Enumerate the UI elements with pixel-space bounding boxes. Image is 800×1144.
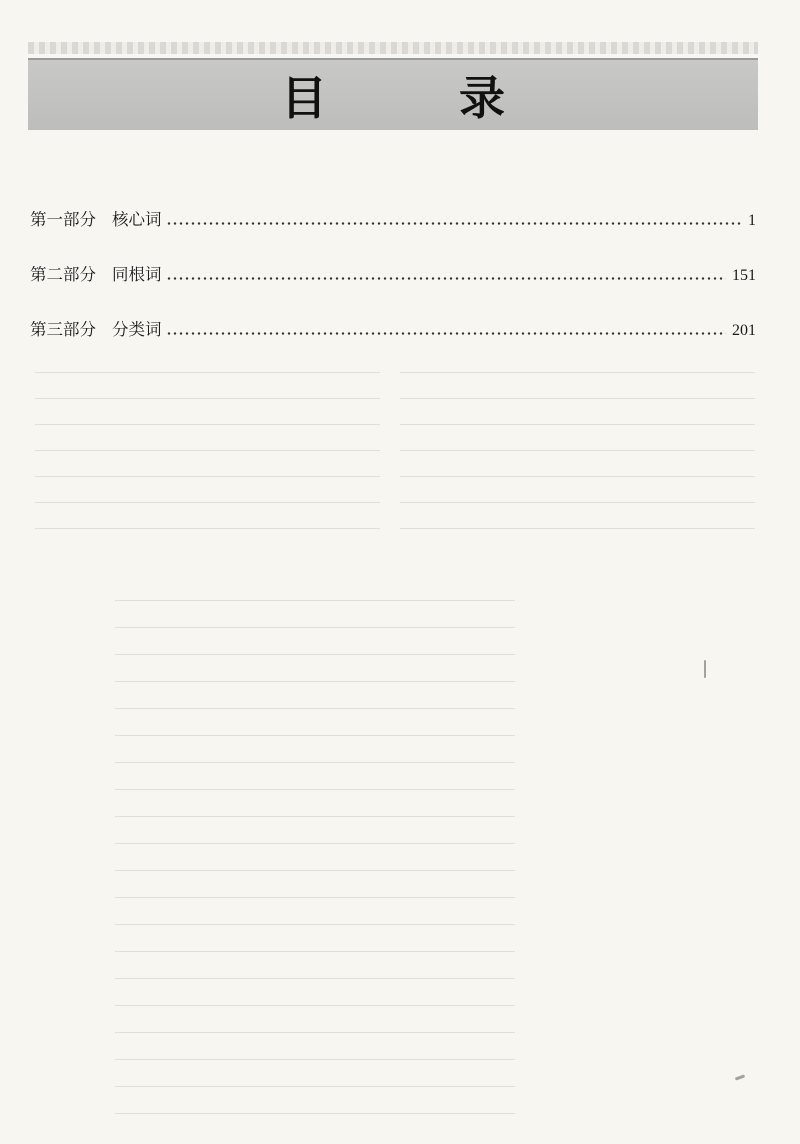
toc-topic: 分类词 xyxy=(112,320,162,339)
title-banner xyxy=(28,58,758,130)
toc-part-label: 第一部分 xyxy=(30,210,96,229)
toc-topic: 同根词 xyxy=(112,265,162,284)
toc-page-number: 151 xyxy=(732,267,756,284)
toc-topic: 核心词 xyxy=(112,210,162,229)
toc-part-label: 第二部分 xyxy=(30,265,96,284)
toc-leader-dots xyxy=(166,222,743,225)
toc-entry-part-3[interactable] xyxy=(30,310,756,340)
toc-leader-dots xyxy=(166,277,727,280)
page-title: 目 录 xyxy=(280,71,563,125)
paper-mark xyxy=(735,1074,745,1080)
toc-entry-part-1[interactable] xyxy=(30,200,756,230)
toc-page-number: 1 xyxy=(748,212,756,229)
toc-entry-part-2[interactable] xyxy=(30,255,756,285)
toc-leader-dots xyxy=(166,332,727,335)
toc-page-number: 201 xyxy=(732,322,756,339)
paper-mark xyxy=(704,660,706,678)
toc-part-label: 第三部分 xyxy=(30,320,96,339)
